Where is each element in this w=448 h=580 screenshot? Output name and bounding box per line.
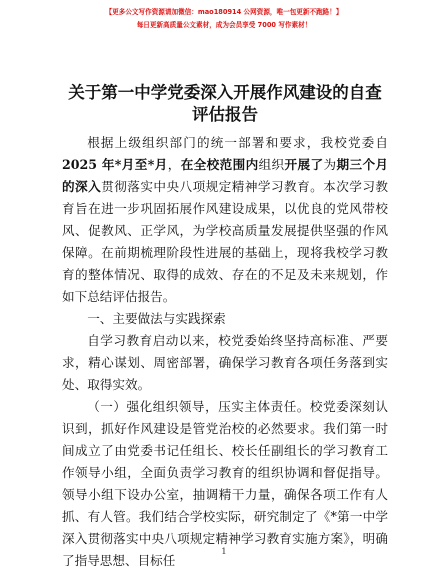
- banner-line-1: 【更多公文写作资源请加微信：mao180914 公网资源，唯一包更新不跑路！】: [105, 8, 343, 16]
- intro-text-5: 贯彻落实中央八项规定精神学习教育。本次学习教育旨在进一步巩固拓展作风建设成果，以优良的党风带校风、促教风、正学风，为学校高质量发展提供坚强的作风保障。在前期梳理阶段性进展的基础上，现将我校学习教育的整体情况、取得的成效、存在的不足及未来规划，作如下总结评估报告。: [62, 179, 389, 304]
- header-banner: [0, 6, 448, 32]
- paragraph-2: 自学习教育启动以来，校党委始终坚持高标准、严要求，精心谋划、周密部署，确保学习教育各项任务落到实处、取得实效。: [62, 333, 388, 392]
- intro-text-4: 为: [323, 157, 337, 172]
- intro-paragraph: [62, 132, 388, 308]
- intro-text-1: 根据上级组织部门的统一部署和要求，我校党委自: [87, 135, 388, 150]
- intro-date: 2025 年*月至*月: [62, 157, 168, 172]
- intro-text-3: 组织: [258, 157, 285, 172]
- banner-line-2: 每日更新高质量公文素材，成为会员享受 7000 写作素材！: [136, 21, 312, 29]
- intro-action: 开展了: [284, 157, 324, 172]
- document-title: 关于第一中学党委深入开展作风建设的自查评估报告: [68, 83, 382, 124]
- intro-period: 期三个月的深入: [62, 157, 389, 194]
- document-body: [62, 132, 388, 572]
- section-heading-1: 一、主要做法与实践探索: [87, 311, 226, 326]
- intro-scope: 在全校范围内: [180, 157, 259, 172]
- paragraph-3: （一）强化组织领导，压实主体责任。校党委深刻认识到，抓好作风建设是管党治校的必然要求。我们第一时间成立了由党委书记任组长、校长任副组长的学习教育工作领导小组，全面负责学习教育的组织协调和督促指导。领导小组下设办公室，抽调精干力量，确保各项工作有人抓、有人管。我们结合学校实际，研究制定了《*第一中学深入贯彻落实中央八项规定精神学习教育实施方案》，明确了指导思想、目标任: [62, 399, 388, 568]
- intro-text-2: ，: [167, 157, 181, 172]
- page-number: 1: [221, 547, 227, 557]
